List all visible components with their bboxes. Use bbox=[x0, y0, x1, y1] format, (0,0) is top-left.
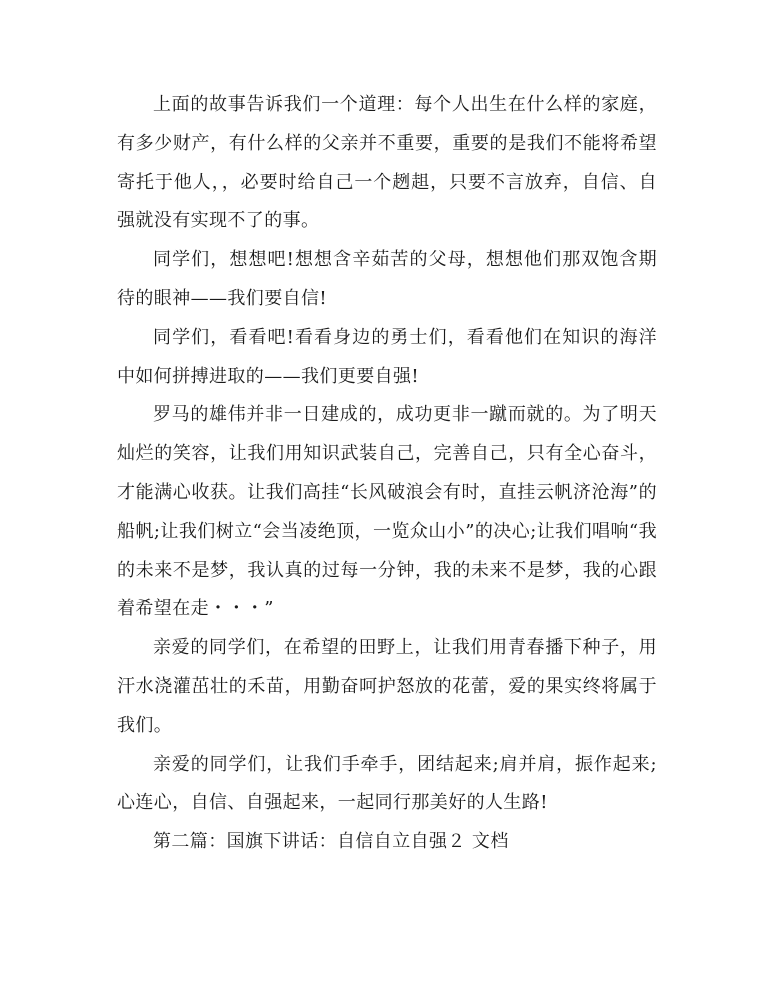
body-paragraph: 亲爱的同学们，让我们手牵手，团结起来;肩并肩，振作起来;心连心，自信、自强起来，一起同行那美好的人生路! bbox=[117, 753, 657, 814]
body-paragraph: 同学们，想想吧!想想含辛茹苦的父母，想想他们那双饱含期待的眼神——我们要自信! bbox=[117, 249, 657, 309]
document-body bbox=[117, 86, 657, 862]
body-paragraph: 上面的故事告诉我们一个道理：每个人出生在什么样的家庭，有多少财产，有什么样的父亲并不重要，重要的是我们不能将希望寄托于他人，，必要时给自己一个趔趄，只要不言放弃，自信、自强就没有实现不了的事。 bbox=[117, 94, 657, 232]
body-paragraph: 同学们，看看吧!看看身边的勇士们，看看他们在知识的海洋中如何拼搏进取的——我们更要自强! bbox=[117, 326, 657, 387]
body-paragraph: 亲爱的同学们，在希望的田野上，让我们用青春播下种子，用汗水浇灌茁壮的禾苗，用勤奋呵护怒放的花蕾，爱的果实终将属于我们。 bbox=[117, 637, 657, 736]
section-heading: 第二篇：国旗下讲话：自信自立自强２ 文档 bbox=[153, 831, 509, 853]
body-paragraph: 罗马的雄伟并非一日建成的，成功更非一蹴而就的。为了明天灿烂的笑容，让我们用知识武装自己，完善自己，只有全心奋斗，才能满心收获。让我们高挂“长风破浪会有时，直挂云帆济沧海”的船帆;让我们树立“会当凌绝顶，一览众山小”的决心;让我们唱响“我的未来不是梦，我认真的过每一分钟，我的未来不是梦，我的心跟着希望在走・・・” bbox=[117, 404, 657, 620]
